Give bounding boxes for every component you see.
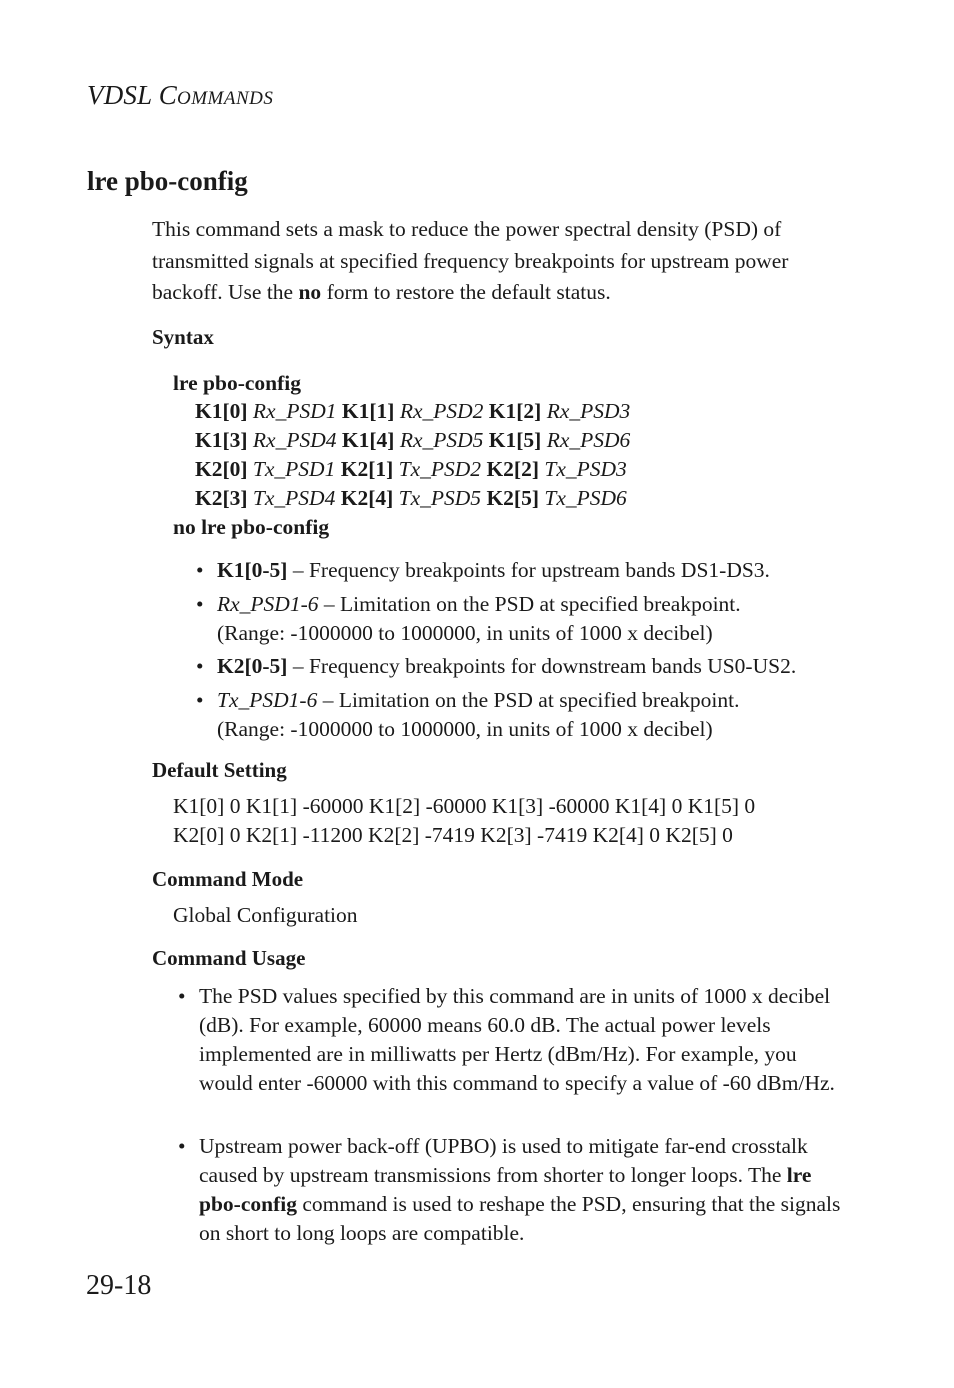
usage-command-name: lre pbo-config [199,1163,812,1216]
syntax-parameter: Tx_PSD1 [252,457,336,481]
param-description: – Limitation on the PSD at specified breakpoint. [318,592,741,616]
command-usage-heading: Command Usage [152,946,306,970]
syntax-parameter: Tx_PSD2 [398,457,482,481]
syntax-no-command [173,515,329,540]
bullet-icon: • [196,688,204,712]
syntax-parameter: Rx_PSD2 [399,399,484,423]
param-bullet [196,686,857,744]
syntax-parameter: Rx_PSD3 [546,399,631,423]
default-setting-heading: Default Setting [152,758,287,782]
syntax-parameter: Tx_PSD3 [544,457,627,481]
section-title: lre pbo-config [87,166,248,196]
syntax-keyword: K2[0] [195,457,248,481]
bullet-icon: • [178,984,186,1008]
syntax-parameter: Rx_PSD1 [252,399,337,423]
bullet-icon: • [178,1134,186,1158]
page-number: 29-18 [86,1270,152,1301]
bullet-icon: • [196,558,204,582]
intro-no-keyword: no [298,280,322,304]
syntax-row-3 [195,457,627,482]
usage-text: Upstream power back-off (UPBO) is used to mitigate far-end crosstalk caused by upstream transmissions from shorter to longer loops. The [199,1134,808,1187]
default-setting-line-1: K1[0] 0 K1[1] -60000 K1[2] -60000 K1[3] -60000 K1[4] 0 K1[5] 0 [173,794,756,818]
syntax-row-1 [195,399,630,424]
param-range: (Range: -1000000 to 1000000, in units of 1000 x decibel) [217,717,713,741]
param-term: Tx_PSD1-6 [217,688,318,712]
syntax-parameter: Tx_PSD5 [398,486,482,510]
syntax-keyword: K2[2] [486,457,539,481]
param-term: K2[0-5] [217,654,288,678]
syntax-heading: Syntax [152,325,214,349]
syntax-no-command-text: no lre pbo-config [173,515,330,539]
syntax-row-4 [195,486,627,511]
bullet-icon: • [196,654,204,678]
syntax-keyword: K1[1] [341,399,395,423]
running-head-main: VDSL C [87,80,177,110]
param-description: – Frequency breakpoints for downstream bands US0-US2. [287,654,797,678]
syntax-keyword: K1[3] [195,428,248,452]
usage-text: The PSD values specified by this command are in units of 1000 x decibel (dB). For example, 60000 means 60.0 dB. The actual power levels implemented are in milliwatts per Hertz (dBm/Hz). For example, you would enter -60000 with this command to specify a value of -60 dBm/Hz. [199,984,835,1095]
intro-text: This command sets a mask to reduce the power spectral density (PSD) of transmitted signals at specified frequency breakpoints for upstream power backoff. Use the [152,217,789,304]
param-term: Rx_PSD1-6 [217,592,319,616]
default-setting-line-2: K2[0] 0 K2[1] -11200 K2[2] -7419 K2[3] -7419 K2[4] 0 K2[5] 0 [173,823,733,847]
syntax-command [173,371,301,396]
param-range: (Range: -1000000 to 1000000, in units of 1000 x decibel) [217,621,713,645]
running-head [87,80,273,111]
param-description: – Frequency breakpoints for upstream bands DS1-DS3. [287,558,770,582]
usage-text-end: command is used to reshape the PSD, ensuring that the signals on short to long loops are compatible. [199,1192,841,1245]
syntax-parameter: Rx_PSD5 [399,428,484,452]
syntax-keyword: K2[3] [195,486,248,510]
param-description: – Limitation on the PSD at specified breakpoint. [317,688,740,712]
syntax-parameter: Tx_PSD6 [544,486,627,510]
command-mode-value: Global Configuration [173,903,358,927]
param-term: K1[0-5] [217,558,288,582]
intro-paragraph [152,214,852,309]
syntax-parameter: Rx_PSD4 [252,428,337,452]
syntax-command-text: lre pbo-config [173,371,302,395]
syntax-parameter: Rx_PSD6 [546,428,631,452]
param-bullet [196,590,857,648]
syntax-keyword: K1[0] [195,399,248,423]
usage-bullet [178,1132,849,1248]
syntax-keyword: K2[4] [340,486,394,510]
syntax-row-2 [195,428,630,453]
usage-bullet [178,982,849,1098]
syntax-parameter: Tx_PSD4 [252,486,336,510]
syntax-keyword: K1[4] [341,428,395,452]
command-mode-heading: Command Mode [152,867,304,891]
syntax-keyword: K1[2] [488,399,542,423]
param-bullet [196,652,857,681]
intro-text-end: form to restore the default status. [321,280,611,304]
syntax-keyword: K2[5] [486,486,539,510]
param-bullet [196,556,857,585]
bullet-icon: • [196,592,204,616]
running-head-smallcaps: OMMANDS [176,88,274,109]
syntax-keyword: K2[1] [340,457,394,481]
syntax-keyword: K1[5] [488,428,542,452]
